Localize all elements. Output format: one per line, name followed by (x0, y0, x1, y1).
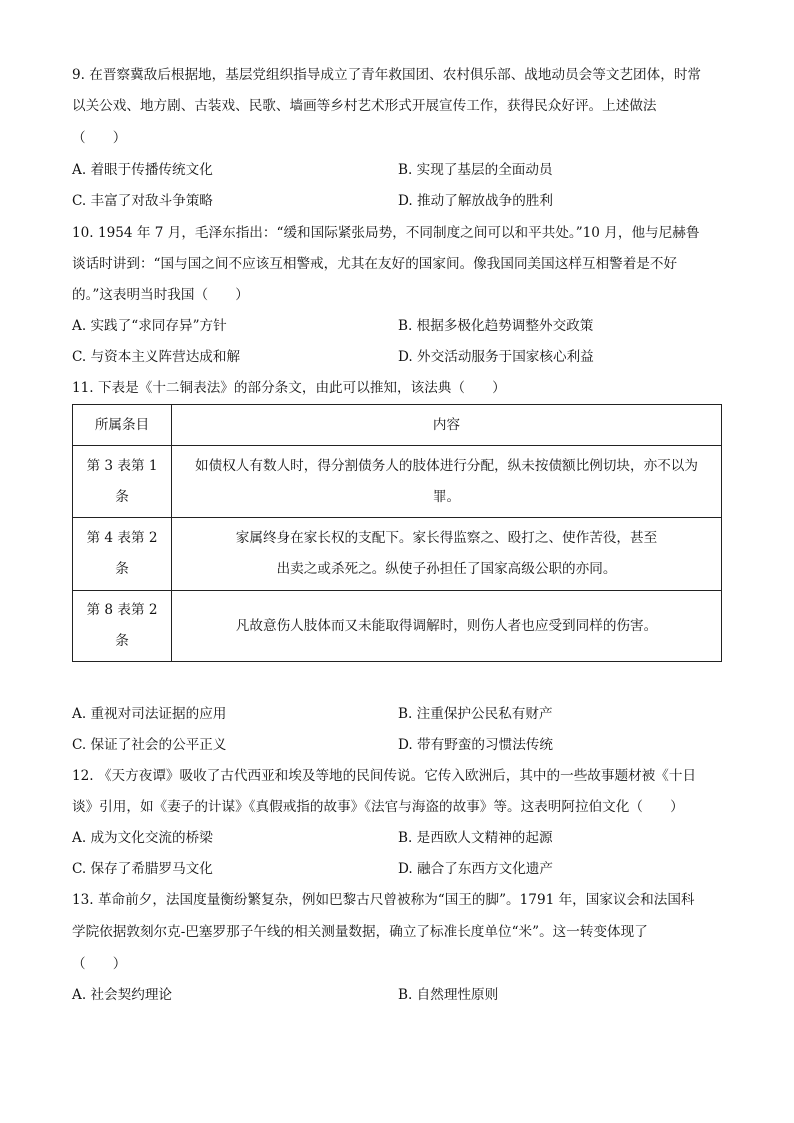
content-cell (172, 591, 722, 662)
content-line: 如债权人有数人时，得分割债务人的肢体进行分配，纵未按债额比例切块，亦不以为 (195, 457, 698, 474)
q9-option-d: D. 推动了解放战争的胜利 (398, 193, 553, 209)
article-cell (73, 591, 172, 662)
article-cell (73, 446, 172, 518)
q11-option-d: D. 带有野蛮的习惯法传统 (398, 737, 553, 753)
q13-stem-line-2: 学院依据敦刻尔克-巴塞罗那子午线的相关测量数据，确立了标准长度单位“米”。这一转变体现了 (72, 924, 648, 940)
q10-option-c: C. 与资本主义阵营达成和解 (72, 349, 241, 365)
content-line: 凡故意伤人肢体而又未能取得调解时，则伤人者也应受到同样的伤害。 (235, 617, 658, 634)
table-row (73, 591, 722, 662)
q12-option-d: D. 融合了东西方文化遗产 (398, 861, 553, 877)
q11-option-c: C. 保证了社会的公平正义 (72, 737, 227, 753)
q9-option-b: B. 实现了基层的全面动员 (398, 162, 553, 178)
q9-option-c: C. 丰富了对敌斗争策略 (72, 193, 213, 209)
q11-option-a: A. 重视对司法证据的应用 (72, 706, 227, 722)
article-line: 条 (115, 488, 129, 505)
q13-option-b: B. 自然理性原则 (398, 987, 499, 1003)
content-line: 家属终身在家长权的支配下。家长得监察之、殴打之、使作苦役，甚至 (235, 530, 658, 546)
q10-option-d: D. 外交活动服务于国家核心利益 (398, 349, 594, 365)
law-table (72, 404, 722, 662)
q13-stem-line-1: 13. 革命前夕，法国度量衡纷繁复杂，例如巴黎古尺曾被称为“国王的脚”。1791 年，国家议会和法国科 (72, 892, 695, 908)
q12-stem-line-1: 12. 《天方夜谭》吸收了古代西亚和埃及等地的民间传说。它传入欧洲后，其中的一些故事题材被《十日 (72, 768, 697, 784)
table-header-row (73, 405, 722, 446)
q10-stem-line-1: 10. 1954 年 7 月，毛泽东指出：“缓和国际紧张局势，不同制度之间可以和平共处。”10 月，他与尼赫鲁 (72, 225, 700, 241)
article-line: 条 (115, 633, 129, 649)
q11-option-b: B. 注重保护公民私有财产 (398, 706, 553, 722)
content-cell (172, 446, 722, 518)
q12-option-a: A. 成为文化交流的桥梁 (72, 830, 213, 846)
q9-stem-line-1: 9. 在晋察冀敌后根据地，基层党组织指导成立了青年救国团、农村俱乐部、战地动员会等文艺团体，时常 (72, 67, 702, 83)
q10-stem-line-2: 谈话时讲到：“国与国之间不应该互相警戒，尤其在友好的国家间。像我国同美国这样互相警着是不好 (72, 256, 678, 272)
content-cell (172, 518, 722, 591)
q13-answer-blank: （ ） (72, 956, 127, 972)
table-row (73, 446, 722, 518)
header-article: 所属条目 (73, 405, 172, 446)
article-cell (73, 518, 172, 591)
q11-stem: 11. 下表是《十二铜表法》的部分条文，由此可以推知，该法典（ ） (72, 380, 506, 396)
q12-option-b: B. 是西欧人文精神的起源 (398, 830, 553, 846)
article-line: 第 4 表第 2 (86, 530, 158, 546)
q9-stem-line-2: 以关公戏、地方剧、古装戏、民歌、墙画等乡村艺术形式开展宣传工作，获得民众好评。上述做法 (72, 98, 657, 114)
q10-option-a: A. 实践了“求同存异”方针 (72, 318, 227, 334)
q10-stem-line-3: 的。”这表明当时我国（ ） (72, 287, 249, 303)
article-line: 第 8 表第 2 (86, 602, 158, 618)
article-line: 第 3 表第 1 (86, 457, 158, 474)
q9-option-a: A. 着眼于传播传统文化 (72, 162, 213, 178)
q13-option-a: A. 社会契约理论 (72, 987, 173, 1003)
q10-option-b: B. 根据多极化趋势调整外交政策 (398, 318, 594, 334)
q12-stem-line-2: 谈》引用，如《妻子的计谋》《真假戒指的故事》《法官与海盗的故事》等。这表明阿拉伯文化（ ） (72, 799, 684, 815)
content-line: 出卖之或杀死之。纵使子孙担任了国家高级公职的亦同。 (276, 561, 617, 577)
article-line: 条 (115, 561, 129, 577)
header-content: 内容 (172, 405, 722, 446)
q12-option-c: C. 保存了希腊罗马文化 (72, 861, 213, 877)
content-line: 罪。 (432, 488, 461, 505)
table-row (73, 518, 722, 591)
q9-answer-blank: （ ） (72, 130, 127, 146)
